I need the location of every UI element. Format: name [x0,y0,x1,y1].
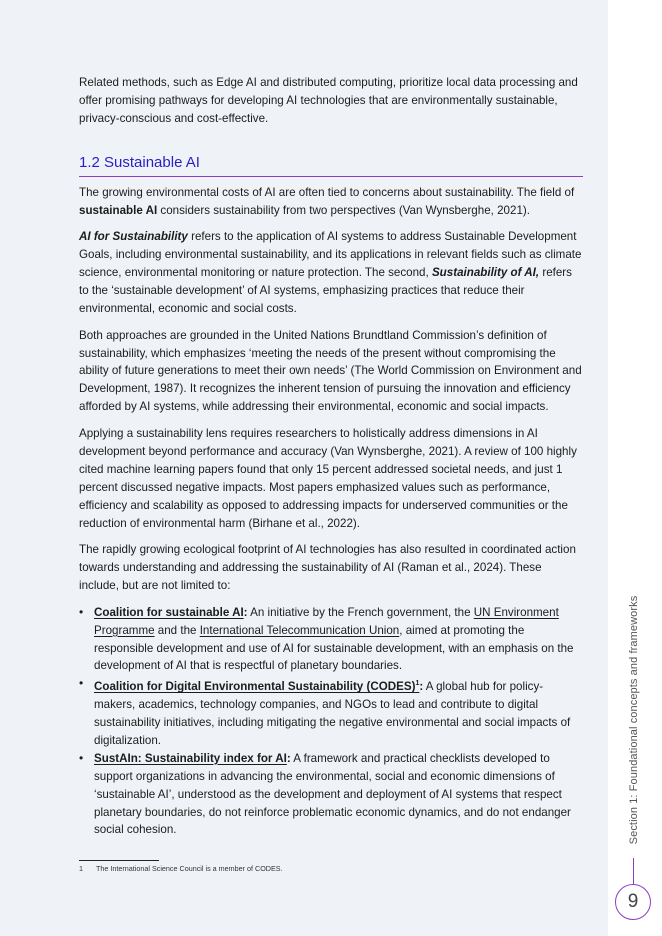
list-item [79,604,583,676]
section-label: Section 1: Foundational concepts and frameworks [628,595,640,845]
text: refers to the application of AI systems to address Sustainable Development Goals, including environmental sustainability, and its applications in relevant fields such as climate science, environmental monitoring or nature protection. The second, [79,230,582,280]
text: An initiative by the French government, the [247,605,474,619]
bold-italic-term: Sustainability of AI, [431,266,540,280]
colon: : [286,751,291,765]
link-coalition-sustainable-ai[interactable]: Coalition for sustainable AI [94,605,244,619]
colon: : [243,605,248,619]
list-item [79,750,583,840]
bold-italic-term: AI for Sustainability [79,230,188,244]
footnote-ref[interactable]: 1 [415,680,420,688]
paragraph-sustainability-lens: Applying a sustainability lens requires researchers to holistically address dimensions in AI development beyond performance and accuracy (Van Wynsberghe, 2021). A review of 100 highly cited machine learning papers found that only 15 percent addressed societal needs, and just 1 percent discussed negative impacts. Most papers emphasized values such as performance, efficiency and scalability as opposed to addressing impacts for underserved communities or the reduction of environmental harm (Birhane et al., 2022). [79,426,577,530]
footnote-text: The International Science Council is a member of CODES. [96,864,283,873]
text: considers sustainability from two perspectives (Van Wynsberghe, 2021). [157,203,530,217]
bold-term: sustainable AI [79,203,158,217]
paragraph-sustainable-ai [79,184,583,220]
footnote-number: 1 [79,864,83,873]
link-un-environment-programme[interactable]: UN Environment Programme [94,605,559,637]
link-text: Coalition for Digital Environmental Sustainability (CODES) [94,680,416,694]
paragraph-coordinated-action: The rapidly growing ecological footprint of AI technologies has also resulted in coordinated action towards understanding and addressing the sustainability of AI (Raman et al., 2024). These include, but are not limited to: [79,543,576,593]
page-number: 9 [627,891,639,912]
paragraph-two-perspectives [79,228,583,318]
section-connector-line [633,858,634,885]
colon: : [419,680,424,694]
link-sustain-index[interactable]: SustAIn: Sustainability index for AI [94,751,287,765]
text: refers to the ‘sustainable development’ of AI systems, emphasizing practices that reduce their environmental, economic and social costs. [79,266,572,315]
text: , aimed at promoting the responsible development and use of AI for sustainable development, with an emphasis on the development of AI that is respectful of planetary boundaries. [94,623,574,673]
section-heading: 1.2 Sustainable AI [79,153,583,177]
link-itu[interactable]: International Telecommunication Union [199,623,400,637]
text: The growing environmental costs of AI are often tied to concerns about sustainability. The field of [79,185,575,199]
intro-paragraph: Related methods, such as Edge AI and distributed computing, prioritize local data processing and offer promising pathways for developing AI technologies that are environmentally sustainable, privacy-conscious and cost-effective. [79,76,578,125]
page-number-badge [615,884,651,920]
link-codes[interactable] [94,680,419,693]
text: and the [154,623,200,637]
initiatives-list [79,604,583,840]
footnote-divider [79,860,159,861]
list-item [79,675,583,749]
paragraph-brundtland: Both approaches are grounded in the United Nations Brundtland Commission’s definition of sustainability, which emphasizes ‘meeting the needs of the present without compromising the ability of future generations to meet their own needs’ (The World Commission on Environment and Development, 1987). It recognizes the inherent tension of pursuing the innovation and efficiency afforded by AI systems, while addressing their environmental, economic and social impacts. [79,328,582,414]
document-content [79,74,583,839]
text: A global hub for policy-makers, academics, technology companies, and NGOs to lead and contribute to digital sustainability initiatives, including mitigating the negative environmental and social impacts of digitalization. [94,680,571,747]
text: A framework and practical checklists developed to support organizations in advancing the environmental, social and economic dimensions of ‘sustainable AI’, understood as the development and deployment of AI systems that respect planetary boundaries, do not reinforce problematic economic dynamics, and do not endanger social cohesion. [94,751,571,837]
footnote [79,864,283,874]
